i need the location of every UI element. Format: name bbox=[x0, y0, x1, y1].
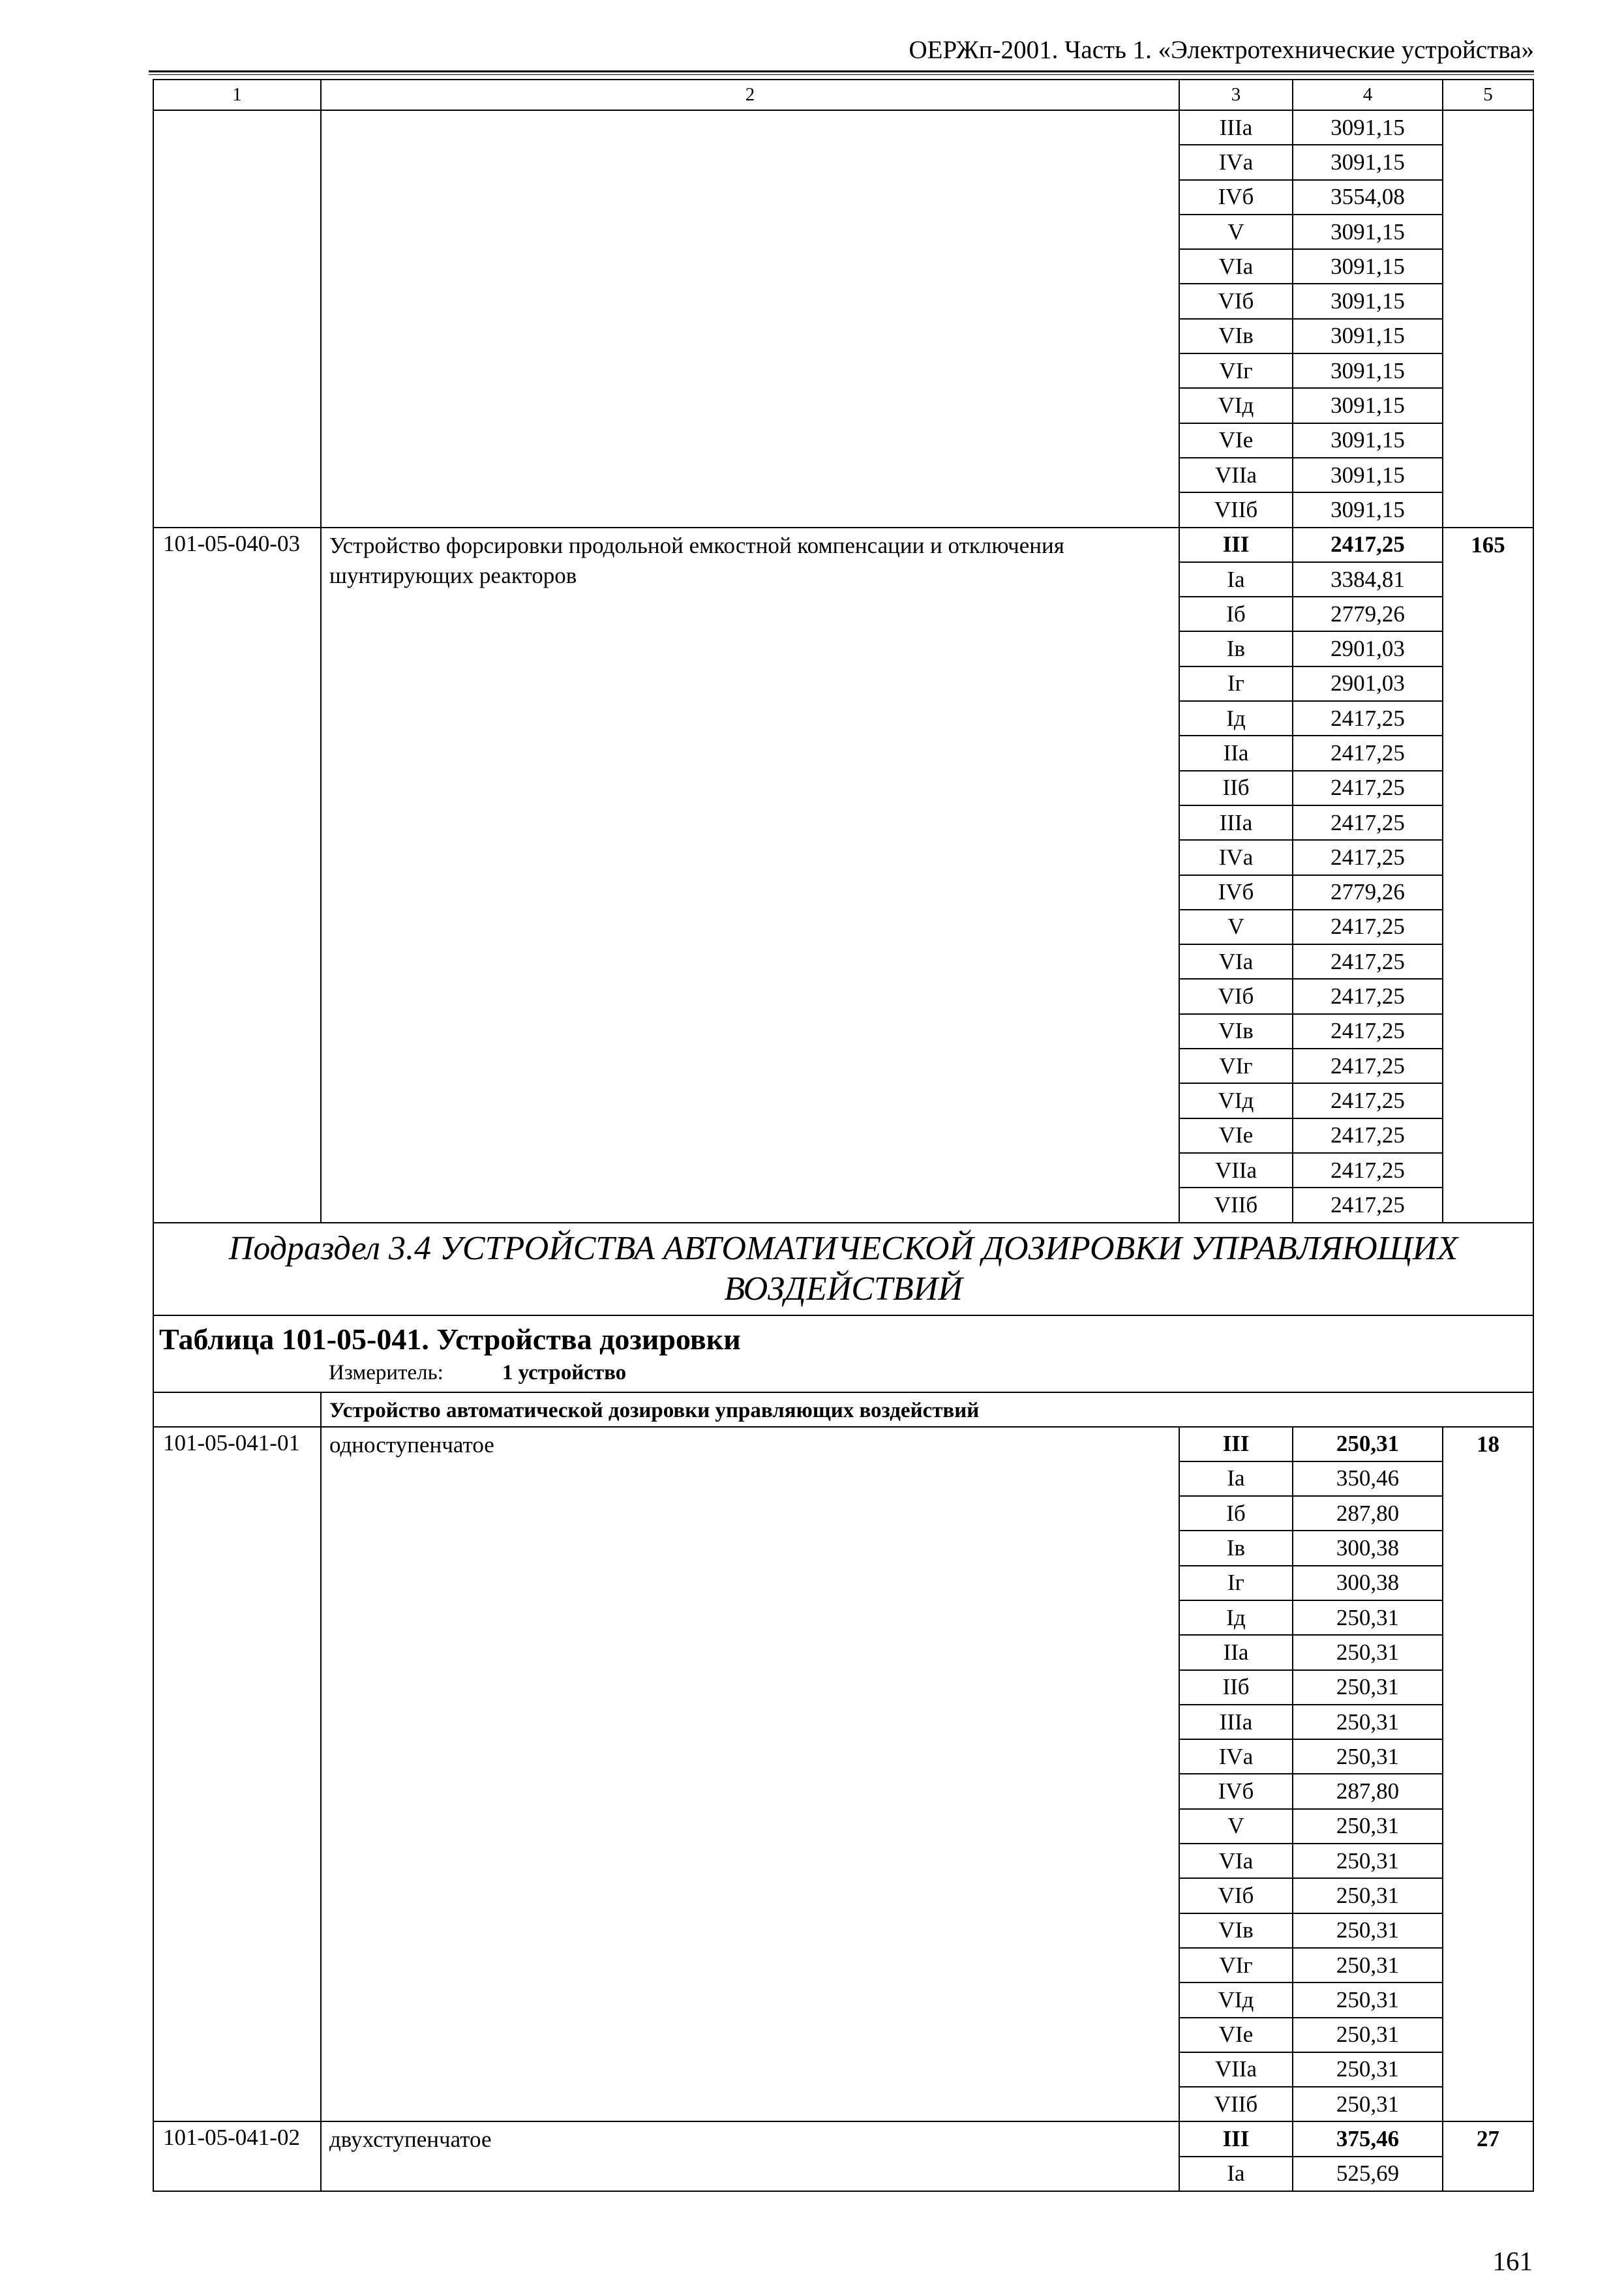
subsection-line: Подраздел 3.4 УСТРОЙСТВА АВТОМАТИЧЕСКОЙ ДОЗИРОВКИ УПРАВЛЯЮЩИХ bbox=[228, 1229, 1458, 1267]
price-cell: 2417,25 bbox=[1293, 1083, 1443, 1118]
column-number: 5 bbox=[1443, 80, 1533, 110]
zone-cell: VIб bbox=[1179, 284, 1293, 318]
zone-cell: IIб bbox=[1179, 1670, 1293, 1705]
price-cell: 2417,25 bbox=[1293, 1049, 1443, 1083]
price-cell: 375,46 bbox=[1293, 2121, 1443, 2156]
price-cell: 250,31 bbox=[1293, 1878, 1443, 1913]
price-cell: 250,31 bbox=[1293, 1635, 1443, 1669]
price-cell: 300,38 bbox=[1293, 1566, 1443, 1600]
price-cell: 2417,25 bbox=[1293, 840, 1443, 875]
item-count: 18 bbox=[1443, 1427, 1533, 2122]
zone-cell: VIIб bbox=[1179, 492, 1293, 527]
zone-cell: IVб bbox=[1179, 1774, 1293, 1808]
zone-cell: VIIа bbox=[1179, 2052, 1293, 2087]
price-cell: 2417,25 bbox=[1293, 910, 1443, 944]
price-cell: 250,31 bbox=[1293, 1705, 1443, 1739]
price-cell: 2417,25 bbox=[1293, 701, 1443, 736]
price-cell: 2417,25 bbox=[1293, 1153, 1443, 1188]
zone-cell: VIб bbox=[1179, 979, 1293, 1013]
zone-cell: VIд bbox=[1179, 388, 1293, 423]
zone-cell: VIIб bbox=[1179, 2087, 1293, 2121]
table-heading bbox=[153, 1315, 1533, 1392]
page-number: 161 bbox=[1492, 2246, 1533, 2276]
measure-label: Измеритель: bbox=[329, 1360, 444, 1384]
table-title: Таблица 101-05-041. Устройства дозировки bbox=[159, 1322, 741, 1356]
table-row bbox=[153, 1427, 1533, 1461]
zone-cell: IIIа bbox=[1179, 1705, 1293, 1739]
table-title-row bbox=[153, 1315, 1533, 1392]
price-cell: 2417,25 bbox=[1293, 979, 1443, 1013]
price-cell: 3091,15 bbox=[1293, 388, 1443, 423]
zone-cell: IVб bbox=[1179, 875, 1293, 910]
price-cell: 2779,26 bbox=[1293, 875, 1443, 910]
price-cell: 2779,26 bbox=[1293, 597, 1443, 631]
zone-cell: IIа bbox=[1179, 1635, 1293, 1669]
price-cell: 250,31 bbox=[1293, 1809, 1443, 1844]
zone-cell: VIд bbox=[1179, 1083, 1293, 1118]
price-cell: 250,31 bbox=[1293, 1600, 1443, 1635]
price-cell: 2417,25 bbox=[1293, 1188, 1443, 1222]
zone-cell: VIа bbox=[1179, 944, 1293, 979]
zone-cell: IVа bbox=[1179, 1739, 1293, 1774]
zone-cell: III bbox=[1179, 528, 1293, 562]
zone-cell: VIIа bbox=[1179, 458, 1293, 492]
zone-cell: VIе bbox=[1179, 423, 1293, 458]
price-cell: 2417,25 bbox=[1293, 528, 1443, 562]
zone-cell: VIг bbox=[1179, 353, 1293, 388]
header-rule bbox=[149, 70, 1534, 72]
price-cell: 250,31 bbox=[1293, 2052, 1443, 2087]
measure-unit: 1 устройство bbox=[502, 1360, 627, 1384]
price-cell: 3091,15 bbox=[1293, 423, 1443, 458]
price-cell: 2417,25 bbox=[1293, 805, 1443, 840]
price-cell: 3091,15 bbox=[1293, 284, 1443, 318]
zone-cell: III bbox=[1179, 1427, 1293, 1461]
price-cell: 287,80 bbox=[1293, 1774, 1443, 1808]
column-numbers-row bbox=[153, 80, 1533, 110]
group-empty-cell bbox=[153, 1392, 321, 1427]
column-number: 4 bbox=[1293, 80, 1443, 110]
group-title: Устройство автоматической дозировки управляющих воздействий bbox=[321, 1392, 1533, 1427]
subsection-row bbox=[153, 1223, 1533, 1315]
column-number: 2 bbox=[321, 80, 1179, 110]
price-cell: 250,31 bbox=[1293, 1844, 1443, 1878]
zone-cell: IIб bbox=[1179, 771, 1293, 805]
rates-table bbox=[153, 79, 1534, 2192]
zone-cell: VIг bbox=[1179, 1049, 1293, 1083]
zone-cell: Iа bbox=[1179, 562, 1293, 597]
zone-cell: Iг bbox=[1179, 666, 1293, 701]
item-code bbox=[153, 110, 321, 528]
zone-cell: VIв bbox=[1179, 1913, 1293, 1948]
price-cell: 250,31 bbox=[1293, 1948, 1443, 1982]
item-code: 101-05-041-02 bbox=[153, 2121, 321, 2191]
zone-cell: VIв bbox=[1179, 319, 1293, 353]
zone-cell: VIб bbox=[1179, 1878, 1293, 1913]
price-cell: 3091,15 bbox=[1293, 249, 1443, 284]
column-number: 1 bbox=[153, 80, 321, 110]
price-cell: 3384,81 bbox=[1293, 562, 1443, 597]
price-cell: 3091,15 bbox=[1293, 458, 1443, 492]
price-cell: 2901,03 bbox=[1293, 631, 1443, 666]
price-cell: 2417,25 bbox=[1293, 1118, 1443, 1153]
price-cell: 2417,25 bbox=[1293, 944, 1443, 979]
price-cell: 2417,25 bbox=[1293, 736, 1443, 770]
zone-cell: Iд bbox=[1179, 1600, 1293, 1635]
zone-cell: Iа bbox=[1179, 1461, 1293, 1496]
column-number: 3 bbox=[1179, 80, 1293, 110]
price-cell: 250,31 bbox=[1293, 1670, 1443, 1705]
zone-cell: IVа bbox=[1179, 840, 1293, 875]
price-cell: 350,46 bbox=[1293, 1461, 1443, 1496]
zone-cell: III bbox=[1179, 2121, 1293, 2156]
zone-cell: IIIа bbox=[1179, 110, 1293, 145]
zone-cell: V bbox=[1179, 910, 1293, 944]
zone-cell: IVб bbox=[1179, 180, 1293, 215]
price-cell: 2901,03 bbox=[1293, 666, 1443, 701]
group-row bbox=[153, 1392, 1533, 1427]
subsection-title bbox=[153, 1223, 1533, 1315]
price-cell: 250,31 bbox=[1293, 1427, 1443, 1461]
price-cell: 3091,15 bbox=[1293, 110, 1443, 145]
table-row bbox=[153, 110, 1533, 145]
item-count bbox=[1443, 110, 1533, 528]
price-cell: 2417,25 bbox=[1293, 771, 1443, 805]
zone-cell: Iб bbox=[1179, 1496, 1293, 1531]
zone-cell: Iб bbox=[1179, 597, 1293, 631]
zone-cell: V bbox=[1179, 215, 1293, 249]
measure-line bbox=[159, 1359, 1527, 1386]
price-cell: 250,31 bbox=[1293, 2018, 1443, 2052]
zone-cell: VIг bbox=[1179, 1948, 1293, 1982]
zone-cell: VIд bbox=[1179, 1982, 1293, 2017]
header-rule-thin bbox=[149, 74, 1534, 75]
zone-cell: Iа bbox=[1179, 2157, 1293, 2191]
item-name: двухступенчатое bbox=[321, 2121, 1179, 2191]
price-cell: 525,69 bbox=[1293, 2157, 1443, 2191]
zone-cell: VIIа bbox=[1179, 1153, 1293, 1188]
zone-cell: VIIб bbox=[1179, 1188, 1293, 1222]
price-cell: 3091,15 bbox=[1293, 492, 1443, 527]
zone-cell: Iв bbox=[1179, 1531, 1293, 1565]
zone-cell: VIа bbox=[1179, 249, 1293, 284]
price-cell: 287,80 bbox=[1293, 1496, 1443, 1531]
item-code: 101-05-040-03 bbox=[153, 528, 321, 1223]
item-code: 101-05-041-01 bbox=[153, 1427, 321, 2122]
price-cell: 3554,08 bbox=[1293, 180, 1443, 215]
price-cell: 250,31 bbox=[1293, 2087, 1443, 2121]
price-cell: 250,31 bbox=[1293, 1982, 1443, 2017]
zone-cell: VIе bbox=[1179, 1118, 1293, 1153]
price-cell: 2417,25 bbox=[1293, 1014, 1443, 1049]
zone-cell: IVа bbox=[1179, 145, 1293, 179]
zone-cell: VIа bbox=[1179, 1844, 1293, 1878]
subsection-line: ВОЗДЕЙСТВИЙ bbox=[724, 1270, 963, 1308]
item-count: 27 bbox=[1443, 2121, 1533, 2191]
item-name bbox=[321, 110, 1179, 528]
price-cell: 250,31 bbox=[1293, 1739, 1443, 1774]
zone-cell: Iг bbox=[1179, 1566, 1293, 1600]
item-name: Устройство форсировки продольной емкостной компенсации и отключения шунтирующих реакторов bbox=[321, 528, 1179, 1223]
zone-cell: Iд bbox=[1179, 701, 1293, 736]
table-row bbox=[153, 2121, 1533, 2156]
zone-cell: IIIа bbox=[1179, 805, 1293, 840]
page-header: ОЕРЖп-2001. Часть 1. «Электротехнические устройства» bbox=[909, 36, 1534, 64]
price-cell: 3091,15 bbox=[1293, 215, 1443, 249]
table-row bbox=[153, 528, 1533, 562]
item-name: одноступенчатое bbox=[321, 1427, 1179, 2122]
zone-cell: VIв bbox=[1179, 1014, 1293, 1049]
zone-cell: VIе bbox=[1179, 2018, 1293, 2052]
price-cell: 3091,15 bbox=[1293, 319, 1443, 353]
price-cell: 250,31 bbox=[1293, 1913, 1443, 1948]
zone-cell: Iв bbox=[1179, 631, 1293, 666]
item-count: 165 bbox=[1443, 528, 1533, 1223]
price-cell: 3091,15 bbox=[1293, 145, 1443, 179]
price-cell: 3091,15 bbox=[1293, 353, 1443, 388]
price-cell: 300,38 bbox=[1293, 1531, 1443, 1565]
zone-cell: IIа bbox=[1179, 736, 1293, 770]
zone-cell: V bbox=[1179, 1809, 1293, 1844]
